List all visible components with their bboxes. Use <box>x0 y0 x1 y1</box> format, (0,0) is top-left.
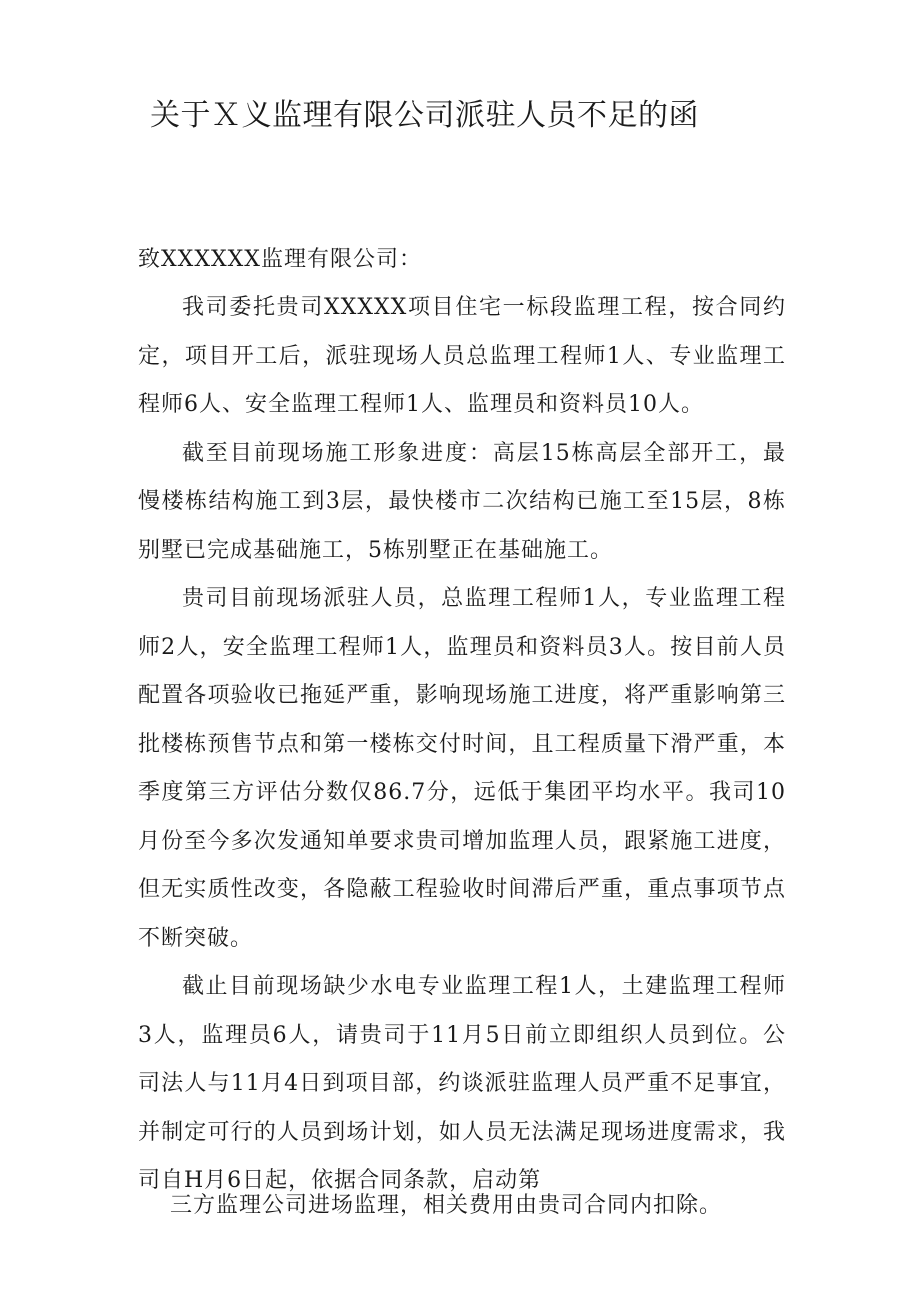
document-title: 关于Ｘ义监理有限公司派驻人员不足的函 <box>150 98 699 133</box>
salutation: 致XXXXXX监理有限公司： <box>138 247 422 272</box>
paragraph-staffing-demand: 截止目前现场缺少水电专业监理工程1人，土建监理工程师3人，监理员6人，请贵司于11月5日前立即组织人员到位。公司法人与11月4日到项目部，约谈派驻监理人员严重不足事宜，并制定可行的人员到场计划，如人员无法满足现场进度需求，我司自H月6日起，依据合同条款，启动第 <box>138 974 786 1193</box>
letter-body <box>138 284 786 1206</box>
closing-line: 三方监理公司进场监理，相关费用由贵司合同内扣除。 <box>170 1193 723 1218</box>
paragraph-current-staffing: 贵司目前现场派驻人员，总监理工程师1人，专业监理工程师2人，安全监理工程师1人，监理员和资料员3人。按目前人员配置各项验收已拖延严重，影响现场施工进度，将严重影响第三批楼栋预售节点和第一楼栋交付时间，且工程质量下滑严重，本季度第三方评估分数仅86.7分，远低于集团平均水平。我司10月份至今多次发通知单要求贵司增加监理人员，跟紧施工进度，但无实质性改变，各隐蔽工程验收时间滞后严重，重点事项节点不断突破。 <box>138 586 786 951</box>
paragraph-contract-terms: 我司委托贵司XXXXX项目住宅一标段监理工程，按合同约定，项目开工后，派驻现场人员总监理工程师1人、专业监理工程师6人、安全监理工程师1人、监理员和资料员10人。 <box>138 295 786 417</box>
paragraph-construction-progress: 截至目前现场施工形象进度：高层15栋高层全部开工，最慢楼栋结构施工到3层，最快楼市二次结构已施工至15层，8栋别墅已完成基础施工，5栋别墅正在基础施工。 <box>138 440 786 563</box>
